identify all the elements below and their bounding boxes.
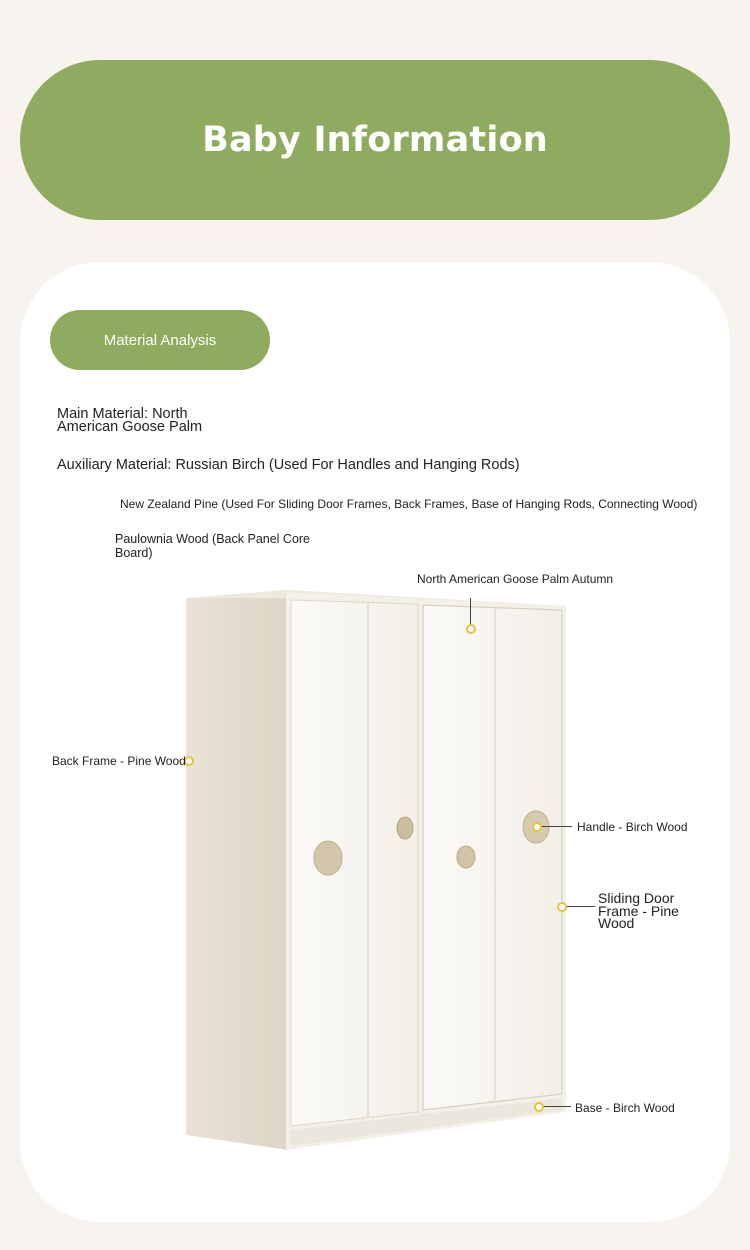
marker-dot-base [534, 1102, 544, 1112]
marker-dot-handle [532, 822, 542, 832]
callout-handle: Handle - Birch Wood [577, 820, 688, 834]
leader-line-top-panel [470, 598, 471, 626]
marker-dot-top-panel [466, 624, 476, 634]
auxiliary-material-text: Auxiliary Material: Russian Birch (Used For Handles and Hanging Rods) [57, 457, 520, 473]
leader-line-base [541, 1106, 571, 1107]
callout-top-panel: North American Goose Palm Autumn [417, 572, 614, 586]
callout-base: Base - Birch Wood [575, 1101, 675, 1115]
page-title: Baby Information [202, 120, 548, 160]
leader-line-sliding-frame [565, 906, 595, 907]
callout-back-frame: Back Frame - Pine Wood [52, 754, 186, 768]
paulownia-text: Paulownia Wood (Back Panel Core Board) [115, 532, 311, 560]
callout-sliding-frame: Sliding Door Frame - Pine Wood [598, 890, 679, 931]
leader-line-handle [540, 826, 572, 827]
marker-dot-sliding-frame [557, 902, 567, 912]
nz-pine-text: New Zealand Pine (Used For Sliding Door Frames, Back Frames, Base of Hanging Rods, Connecting Wood) [120, 497, 698, 511]
main-material-text: Main Material: North American Goose Palm [57, 406, 203, 435]
section-label-material-analysis: Material Analysis [50, 310, 270, 370]
